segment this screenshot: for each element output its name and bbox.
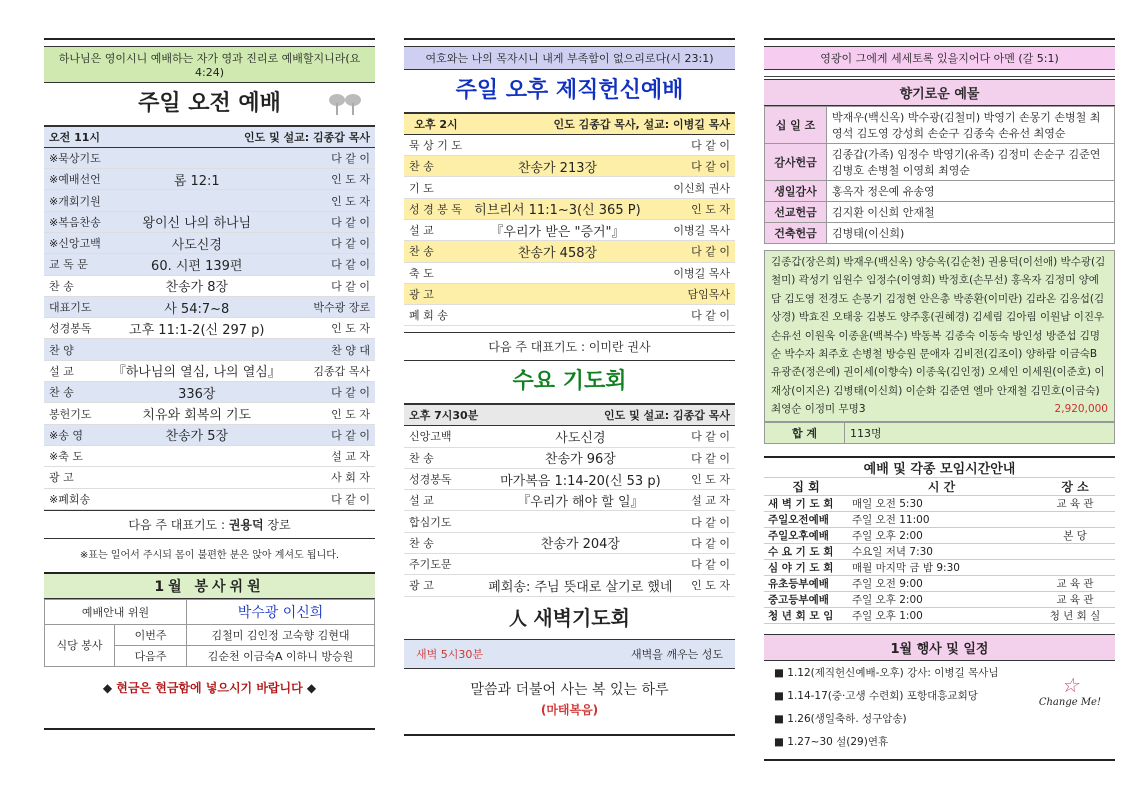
- order-item: ※폐회송: [44, 488, 107, 509]
- order-row: [44, 382, 375, 403]
- schedule-time: 주일 오후 1:00: [848, 607, 1035, 623]
- star-icon: ☆: [1060, 672, 1079, 697]
- schedule-time: 매일 오전 5:30: [848, 495, 1035, 511]
- order-content: 찬송가 8장: [107, 275, 287, 296]
- order-leader: 다 같 이: [287, 382, 375, 403]
- tree-icon: [327, 91, 363, 117]
- order-item: 광 고: [44, 467, 107, 488]
- morning-worship-column: [44, 38, 375, 730]
- order-row: [404, 532, 735, 553]
- order-row: [44, 254, 375, 275]
- schedule-event: 중고등부예배: [764, 591, 848, 607]
- order-item: 합심기도: [404, 511, 483, 532]
- order-content: 롬 12:1: [107, 169, 287, 190]
- order-content: [107, 339, 287, 360]
- order-item: 폐 회 송: [404, 305, 468, 326]
- order-row: [404, 426, 735, 447]
- order-content: 왕이신 나의 하나님: [107, 211, 287, 232]
- order-item: 찬 송: [404, 447, 483, 468]
- order-content: 찬송가 204장: [483, 532, 677, 553]
- order-row: [44, 424, 375, 445]
- order-row: [404, 575, 735, 596]
- order-leader: 다 같 이: [647, 156, 735, 177]
- schedule-event: 새 벽 기 도 회: [764, 495, 848, 511]
- order-leader: 인 도 자: [287, 190, 375, 211]
- order-leader: 박수광 장로: [287, 296, 375, 317]
- order-leader: 이병길 목사: [647, 262, 735, 283]
- schedule-place: 교 육 관: [1035, 575, 1115, 591]
- order-item: 성 경 봉 독: [404, 198, 468, 219]
- offering-banner: ◆ 현금은 현금함에 넣으시기 바랍니다 ◆: [102, 680, 317, 695]
- order-row: [404, 134, 735, 155]
- order-row: [44, 190, 375, 211]
- order-item: 성경봉독: [44, 318, 107, 339]
- order-row: [404, 241, 735, 262]
- dawn-prayer-title: 人 새벽기도회: [509, 605, 630, 630]
- schedule-place: 청 년 회 실: [1035, 607, 1115, 623]
- order-item: 찬 송: [44, 382, 107, 403]
- bullet-icon: ■: [774, 689, 788, 702]
- order-row: [404, 305, 735, 326]
- order-content: [483, 554, 677, 575]
- schedule-time: 주일 오후 2:00: [848, 527, 1035, 543]
- schedule-place: 교 육 관: [1035, 591, 1115, 607]
- order-row: [404, 177, 735, 198]
- offering-table: 십 일 조 박재우(백신옥) 박수광(김철미) 박영기 손몽기 손병철 최영석 김도영 강성희 손순구 김종숙 손유선 최영순 감사헌금 김종갑(가족) 임정수 박영기(유족) 김정미 손순구 김준연 김병호 손병철 이영희 최영순 생일감사 홍옥자 정은예 유송영 선교헌금 김지환 이신희 안재철 건축헌금 김병태(이신희): [764, 106, 1115, 244]
- order-content: 히브리서 11:1~3(신 365 P): [468, 198, 647, 219]
- order-leader: 설 교 자: [677, 490, 735, 511]
- order-row: [44, 296, 375, 317]
- order-leader: 이병길 목사: [647, 219, 735, 240]
- order-leader: 인 도 자: [677, 468, 735, 489]
- schedule-place: [1035, 559, 1115, 575]
- order-row: [404, 198, 735, 219]
- order-item: 설 교: [404, 490, 483, 511]
- order-content: 『우리가 받은 "증거"』: [468, 219, 647, 240]
- order-item: 묵 상 기 도: [404, 134, 468, 155]
- schedule-row: [764, 607, 1115, 623]
- schedule-time: 매월 마지막 금 밤 9:30: [848, 559, 1035, 575]
- schedule-event: 유초등부예배: [764, 575, 848, 591]
- order-item: ※예배선언: [44, 169, 107, 190]
- bullet-icon: ■: [774, 735, 788, 748]
- order-row: [404, 468, 735, 489]
- standing-note: ※표는 일어서 주시되 몸이 불편한 분은 앉아 계셔도 됩니다.: [79, 549, 340, 561]
- order-row: [44, 360, 375, 381]
- morning-header-row: 오전 11시 인도 및 설교: 김종갑 목사: [44, 126, 375, 147]
- order-content: 고후 11:1-2(신 297 p): [107, 318, 287, 339]
- order-content: [107, 147, 287, 168]
- schedule-event: 주일오후예배: [764, 527, 848, 543]
- schedule-place: [1035, 543, 1115, 559]
- order-leader: 찬 양 대: [287, 339, 375, 360]
- order-content: [468, 177, 647, 198]
- order-row: [44, 232, 375, 253]
- order-content: [107, 190, 287, 211]
- schedule-place: 교 육 관: [1035, 495, 1115, 511]
- schedule-row: [764, 591, 1115, 607]
- order-content: 60. 시편 139편: [107, 254, 287, 275]
- verse-psalm: 여호와는 나의 목자시니 내게 부족함이 없으리로다(시 23:1): [404, 46, 735, 70]
- order-leader: 다 같 이: [677, 447, 735, 468]
- order-leader: 다 같 이: [287, 275, 375, 296]
- order-leader: 다 같 이: [647, 241, 735, 262]
- schedule-row: [764, 543, 1115, 559]
- order-leader: 다 같 이: [647, 305, 735, 326]
- offering-column: [764, 38, 1115, 761]
- order-content: 사도신경: [107, 232, 287, 253]
- order-row: [404, 219, 735, 240]
- order-row: [404, 490, 735, 511]
- order-row: [404, 156, 735, 177]
- schedule-row: [764, 511, 1115, 527]
- order-leader: 다 같 이: [287, 232, 375, 253]
- order-item: 설 교: [404, 219, 468, 240]
- order-item: ※복음찬송: [44, 211, 107, 232]
- schedule-event: 청 년 회 모 임: [764, 607, 848, 623]
- order-leader: 다 같 이: [677, 511, 735, 532]
- dawn-row: 새벽 5시30분 새벽을 깨우는 성도: [404, 639, 735, 669]
- afternoon-next-prayer: 다음 주 대표기도 : 이미란 권사: [404, 332, 735, 361]
- morning-order-table: [44, 125, 375, 510]
- order-leader: 인 도 자: [287, 169, 375, 190]
- next-prayer: 다음 주 대표기도 : 권용덕 장로: [44, 510, 375, 539]
- order-content: 336장: [107, 382, 287, 403]
- order-row: [404, 262, 735, 283]
- schedule-event: 수 요 기 도 회: [764, 543, 848, 559]
- offering-names-box: 김종갑(장은희) 박재우(백신옥) 양승옥(김순천) 권용덕(이선애) 박수광(김철미) 곽성기 임원수 임정수(이영희) 박정호(손무선) 홍옥자 김정미 양예담 김도영 전경도 손몽기 김정현 안은총 박종환(이미란) 김라온 김응섭(김상경) 박효진 오태웅 김봉도 양주홍(권혜경) 김세림 김아림 이원남 이진우 손유선 이원욱 이종윤(백복수) 박동복 김종숙 이동숙 방인성 방준섭 김명순 박수자 최주호 손병철 방승원 문애자 김비전(김조이) 양하람 이금숙B 유광준(정은예) 권이세(이향숙) 이종욱(김인정) 오세인 이세원(이준호) 이재상(이지은) 김병태(이신희) 이순화 김준연 엘마 안재철 김민호(이금숙) 최영순 이정미 무명3 2,920,000: [764, 250, 1115, 422]
- order-item: 대표기도: [44, 296, 107, 317]
- order-leader: 설 교 자: [287, 445, 375, 466]
- order-content: 『하나님의 열심, 나의 열심』: [107, 360, 287, 381]
- bullet-icon: ■: [774, 666, 788, 679]
- order-content: 『우리가 해야 할 일』: [483, 490, 677, 511]
- order-item: 찬 송: [404, 156, 468, 177]
- order-row: [44, 211, 375, 232]
- order-row: [404, 511, 735, 532]
- order-row: [404, 554, 735, 575]
- events-title: 1월 행사 및 일정: [764, 634, 1115, 661]
- schedule-row: [764, 575, 1115, 591]
- order-item: 광 고: [404, 283, 468, 304]
- event-item: ■ 1.12(제직헌신예배-오후) 강사: 이병길 목사님: [774, 666, 999, 679]
- order-leader: 김종갑 목사: [287, 360, 375, 381]
- order-item: 광 고: [404, 575, 483, 596]
- schedule-table: 예배 및 각종 모임시간안내 집 회 시 간 장 소 새 벽 기 도 회 매일 오전 5:30 교 육 관 주일오전예배 주일 오전 11:00 주일오후예배 주일 오후 2:00 본 당 수 요 기 도 회 수요일 저녁 7:30 심 야 기 도 회 매월 마지막 금 밤 9:30 유초등부예배 주일 오전 9:00 교 육 관 중고등부예배 주일 오후 2:00 교 육 관 청 년 회 모 임 주일 오후 1:00 청 년 회 실: [764, 458, 1115, 624]
- event-item: ■ 1.14-17(중·고생 수련회) 포항대흥교회당: [774, 689, 978, 702]
- order-row: [44, 318, 375, 339]
- order-item: 주기도문: [404, 554, 483, 575]
- order-row: [44, 169, 375, 190]
- order-row: [44, 488, 375, 509]
- order-leader: 인 도 자: [287, 403, 375, 424]
- order-content: [468, 262, 647, 283]
- offering-title: 향기로운 예물: [764, 79, 1115, 106]
- order-content: 폐회송: 주님 뜻대로 살기로 했네: [483, 575, 677, 596]
- order-content: 찬송가 96장: [483, 447, 677, 468]
- order-row: [44, 339, 375, 360]
- order-content: [468, 283, 647, 304]
- morning-worship-title: 주일 오전 예배: [44, 83, 375, 125]
- schedule-time: 수요일 저녁 7:30: [848, 543, 1035, 559]
- order-leader: 인 도 자: [647, 198, 735, 219]
- order-item: 찬 송: [404, 241, 468, 262]
- wednesday-title: 수요 기도회: [512, 369, 627, 395]
- verse-john: 하나님은 영이시니 예배하는 자가 영과 진리로 예배할지니라(요4:24): [44, 46, 375, 83]
- schedule-row: [764, 559, 1115, 575]
- verse-galatians: 영광이 그에게 세세토록 있을지어다 아멘 (갈 5:1): [764, 46, 1115, 70]
- order-item: 설 교: [44, 360, 107, 381]
- schedule-time: 주일 오전 9:00: [848, 575, 1035, 591]
- afternoon-worship-title: 주일 오후 제직헌신예배: [455, 78, 684, 103]
- order-row: [44, 403, 375, 424]
- order-content: [483, 511, 677, 532]
- order-content: 마가복음 1:14-20(신 53 p): [483, 468, 677, 489]
- order-item: 찬 양: [44, 339, 107, 360]
- event-item: ■ 1.27~30 설(29)연휴: [774, 735, 889, 748]
- order-row: [44, 147, 375, 168]
- order-content: [468, 305, 647, 326]
- order-item: 교 독 문: [44, 254, 107, 275]
- order-content: 치유와 회복의 기도: [107, 403, 287, 424]
- order-item: ※개회기원: [44, 190, 107, 211]
- order-row: [404, 283, 735, 304]
- order-item: 기 도: [404, 177, 468, 198]
- order-item: ※송 영: [44, 424, 107, 445]
- schedule-event: 주일오전예배: [764, 511, 848, 527]
- order-leader: 다 같 이: [677, 532, 735, 553]
- event-item: ■ 1.26(생일축하. 성구암송): [774, 712, 907, 725]
- order-leader: 이신희 권사: [647, 177, 735, 198]
- order-leader: 다 같 이: [647, 134, 735, 155]
- schedule-place: 본 당: [1035, 527, 1115, 543]
- order-item: ※축 도: [44, 445, 107, 466]
- order-row: [44, 445, 375, 466]
- schedule-row: [764, 527, 1115, 543]
- order-leader: 인 도 자: [287, 318, 375, 339]
- order-content: [107, 488, 287, 509]
- total-row: 합 계 113명: [764, 422, 1115, 444]
- schedule-time: 주일 오전 11:00: [848, 511, 1035, 527]
- service-committee-title: 1월 봉사위원: [44, 574, 375, 599]
- wednesday-order-table: 오후 7시30분 인도 및 설교: 김종갑 목사 신앙고백 사도신경 다 같 이 찬 송 찬송가 96장 다 같 이 성경봉독 마가복음 1:14-20(신 53 p) 인 도 자 설 교 『우리가 해야 할 일』 설 교 자 합심기도 다 같 이 찬 송 찬송가 204장 다 같 이 주기도문 다 같 이 광 고 폐회송: 주님 뜻대로 살기로 했네 인 도 자: [404, 403, 735, 596]
- schedule-row: [764, 495, 1115, 511]
- praying-person-icon: 人: [509, 608, 534, 630]
- order-content: 찬송가 5장: [107, 424, 287, 445]
- order-item: 성경봉독: [404, 468, 483, 489]
- afternoon-order-table: 오후 2시 인도 김종갑 목사, 설교: 이병길 목사 묵 상 기 도 다 같 이 찬 송 찬송가 213장 다 같 이 기 도 이신희 권사 성 경 봉 독 히브리서 11:1~3(신 365 P) 인 도 자 설 교 『우리가 받은 "증거"』 이병길 목사 찬 송 찬송가 458장 다 같 이 축 도 이병길 목사 광 고 담임목사 폐 회 송 다 같 이: [404, 112, 735, 326]
- order-leader: 다 같 이: [287, 147, 375, 168]
- order-leader: 담임목사: [647, 283, 735, 304]
- order-item: ※묵상기도: [44, 147, 107, 168]
- order-row: [404, 447, 735, 468]
- order-leader: 다 같 이: [287, 254, 375, 275]
- order-leader: 다 같 이: [287, 488, 375, 509]
- order-content: 찬송가 213장: [468, 156, 647, 177]
- service-committee-table: 예배안내 위원 박수광 이신희 식당 봉사 이번주 김철미 김인정 고숙향 김현대 다음주 김순천 이금숙A 이하니 방승원: [44, 599, 375, 667]
- order-item: 찬 송: [404, 532, 483, 553]
- order-item: 축 도: [404, 262, 468, 283]
- schedule-place: [1035, 511, 1115, 527]
- order-row: [44, 275, 375, 296]
- bottom-message: 말씀과 더불어 사는 복 있는 하루 (마태복음): [470, 681, 669, 717]
- order-leader: 다 같 이: [677, 554, 735, 575]
- order-leader: 다 같 이: [287, 424, 375, 445]
- schedule-time: 주일 오후 2:00: [848, 591, 1035, 607]
- order-content: 찬송가 458장: [468, 241, 647, 262]
- afternoon-worship-column: [404, 38, 735, 736]
- order-content: [107, 467, 287, 488]
- order-leader: 다 같 이: [677, 426, 735, 447]
- bullet-icon: ■: [774, 712, 788, 725]
- order-row: [44, 467, 375, 488]
- order-leader: 다 같 이: [287, 211, 375, 232]
- order-item: ※신앙고백: [44, 232, 107, 253]
- schedule-event: 심 야 기 도 회: [764, 559, 848, 575]
- order-leader: 사 회 자: [287, 467, 375, 488]
- order-item: 신앙고백: [404, 426, 483, 447]
- order-content: 사도신경: [483, 426, 677, 447]
- order-content: [107, 445, 287, 466]
- order-item: 찬 송: [44, 275, 107, 296]
- order-content: 사 54:7~8: [107, 296, 287, 317]
- order-leader: 인 도 자: [677, 575, 735, 596]
- change-me-logo: ☆ Change Me!: [1038, 672, 1101, 708]
- order-content: [468, 134, 647, 155]
- order-item: 봉헌기도: [44, 403, 107, 424]
